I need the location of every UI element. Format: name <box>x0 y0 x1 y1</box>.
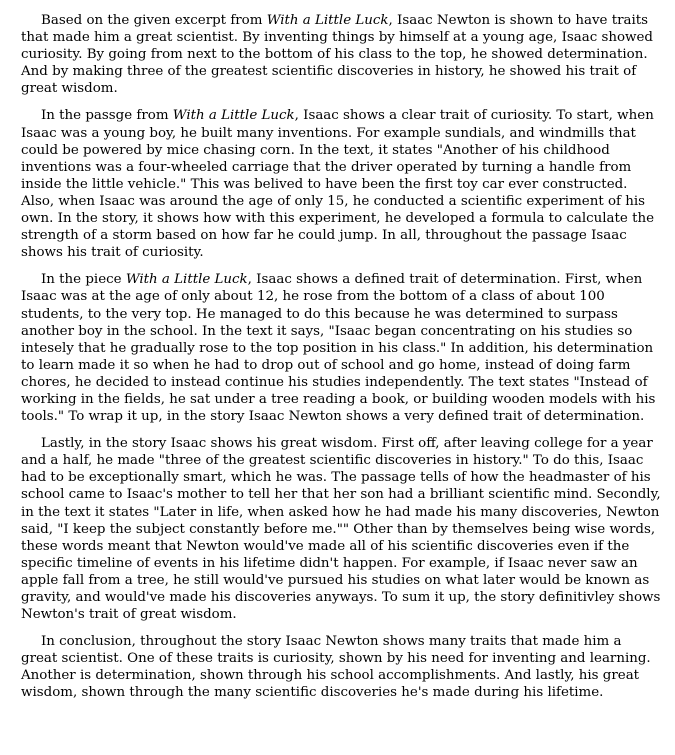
paragraph-wisdom <box>21 435 661 623</box>
paragraph-text: , Isaac shows a defined trait of determination. First, when Isaac was at the age of only about 12, he rose from the bottom of a class of about 100 students, to the very top. He managed to do this because he was determined to surpass another boy in the school. In the text it says, "Isaac began concentrating on his studies so intesely that he gradually rose to the top position in his class." In addition, his determination to learn made it so when he had to drop out of school and go home, instead of doing farm chores, he decided to instead continue his studies independently. The text states "Instead of working in the fields, he sat under a tree reading a book, or building wooden models with his tools." To wrap it up, in the story Isaac Newton shows a very defined trait of determination. <box>21 272 656 425</box>
paragraph-text: In conclusion, throughout the story Isaac Newton shows many traits that made him a great scientist. One of these traits is curiosity, shown by his need for inventing and learning. Another is determination, shown through his school accomplishments. And lastly, his great wisdom, shown through the many scientific discoveries he's made during his lifetime. <box>21 634 651 701</box>
paragraph-curiosity <box>21 107 661 261</box>
paragraph-text: , Isaac Newton is shown to have traits that made him a great scientist. By inventing things by himself at a young age, Isaac showed curiosity. By going from next to the bottom of his class to the top, he showed determination. And by making three of the greatest scientific discoveries in history, he showed his trait of great wisdom. <box>21 13 653 97</box>
paragraph-text: Based on the given excerpt from <box>41 13 267 28</box>
paragraph-text: In the piece <box>41 272 126 288</box>
paragraph-introduction <box>21 12 661 97</box>
book-title: With a Little Luck <box>125 272 248 288</box>
paragraph-determination <box>21 271 661 425</box>
paragraph-text: Lastly, in the story Isaac shows his great wisdom. First off, after leaving college for a year and a half, he made "three of the greatest scientific discoveries in history." To do this, Isaac had to be exceptionally smart, which he was. The passage tells of how the headmaster of his school came to Isaac's mother to tell her that her son had a brilliant scientific mind. Secondly, in the text it states "Later in life, when asked how he had made his many discoveries, Newton said, "I keep the subject constantly before me."" Other than by themselves being wise words, these words meant that Newton would've made all of his scientific discoveries even if the specific timeline of events in his lifetime didn't happen. For example, if Isaac never saw an apple fall from a tree, he still would've pursued his studies on what later would be known as gravity, and would've made his discoveries anyways. To sum it up, the story definitivley shows Newton's trait of great wisdom. <box>21 436 661 623</box>
paragraph-conclusion <box>21 633 661 701</box>
book-title: With a Little Luck <box>172 108 295 124</box>
book-title: With a Little Luck <box>266 13 389 28</box>
paragraph-text: In the passge from <box>41 108 173 124</box>
paragraph-text: , Isaac shows a clear trait of curiosity. To start, when Isaac was a young boy, he built many inventions. For example sundials, and windmills that could be powered by mice chasing corn. In the text, it states "Another of his childhood inventions was a four-wheeled carriage that the driver operated by turning a handle from inside the little vehicle." This was belived to have been the first toy car ever constructed. Also, when Isaac was around the age of only 15, he conducted a scientific experiment of his own. In the story, it shows how with this experiment, he developed a formula to calculate the strength of a storm based on how far he could jump. In all, throughout the passage Isaac shows his trait of curiosity. <box>21 108 655 261</box>
